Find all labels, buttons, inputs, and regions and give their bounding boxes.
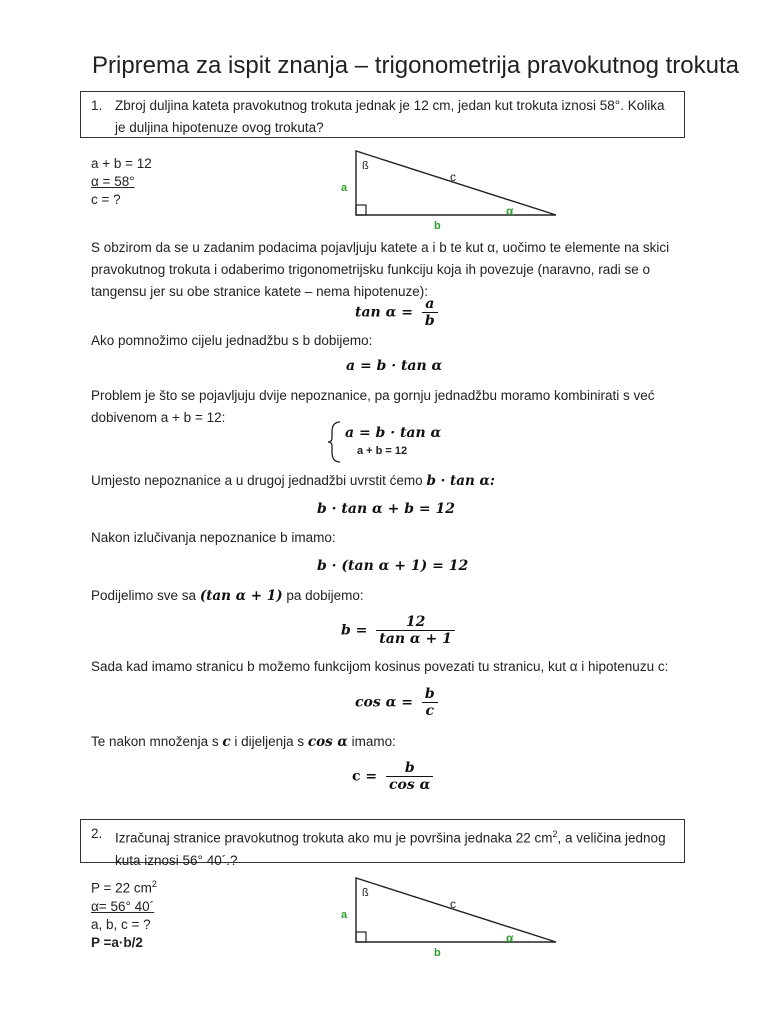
given-2 [91, 875, 157, 952]
given-1-angle: α = 58° [91, 174, 135, 189]
question-2-number: 2. [91, 826, 103, 841]
label-b: b [434, 947, 441, 959]
equation-c [352, 760, 433, 793]
fraction-denominator: b [422, 312, 438, 329]
given-2-formula: P =a·b/2 [91, 934, 143, 950]
equation-tan [355, 296, 438, 329]
label-c: c [450, 170, 456, 184]
triangle-shape [356, 151, 556, 215]
paragraph-4-math: b · tan α: [426, 473, 495, 489]
equation-c-lhs: c = [352, 768, 378, 785]
right-angle-mark [356, 205, 366, 215]
label-beta: ß [362, 887, 369, 899]
fraction-denominator: c [422, 702, 438, 719]
paragraph-6-text: Podijelimo sve sa [91, 588, 197, 603]
equation-b-lhs: b = [341, 622, 368, 639]
equation-tan-lhs: tan α = [355, 304, 413, 321]
page-title: Priprema za ispit znanja – trigonometrija pravokutnog trokuta [92, 52, 739, 79]
equation-factored: b · (tan α + 1) = 12 [317, 558, 469, 574]
given-1-unknown: c = ? [91, 192, 121, 207]
right-angle-mark [356, 932, 366, 942]
paragraph-6 [91, 585, 364, 607]
paragraph-6-math: (tan α + 1) [199, 588, 283, 604]
given-2-area [91, 875, 157, 898]
fraction-12-over-tan [376, 614, 455, 647]
equation-a: a = b · tan α [346, 358, 443, 374]
question-2-sup: 2 [552, 829, 558, 839]
label-c: c [450, 897, 456, 911]
question-2-text-a: Izračunaj stranice pravokutnog trokuta ako mu je površina jednaka 22 cm [115, 830, 553, 846]
paragraph-1: S obzirom da se u zadanim podacima pojavljuju katete a i b te kut α, uočimo te elemente na skici pravokutnog trokuta i odaberimo trigonometrijsku funkciju koja ih povezuje (naravno, radi se o tangensu jer su obe stranice katete – nema hipotenuze): [91, 240, 670, 299]
paragraph-8-a: Te nakon množenja s [91, 734, 219, 749]
fraction-denominator: tan α + 1 [376, 630, 455, 647]
paragraph-4-text: Umjesto nepoznanice a u drugoj jednadžbi uvrstit ćemo [91, 473, 423, 488]
triangle-diagram-2 [330, 872, 570, 962]
equation-substitution: b · tan α + b = 12 [317, 501, 456, 517]
paragraph-8-b: i dijeljenja s [234, 734, 305, 749]
paragraph-5: Nakon izlučivanja nepoznanice b imamo: [91, 530, 336, 545]
paragraph-4 [91, 470, 495, 492]
label-beta: ß [362, 160, 369, 172]
question-2-text-b: , a veličina jednog kuta iznosi 56° 40´.? [115, 830, 666, 868]
label-alpha: α [506, 204, 514, 218]
given-2-area-sup: 2 [151, 879, 157, 889]
label-a: a [341, 182, 348, 194]
equation-cos [355, 686, 438, 719]
paragraph-8-c: c [222, 734, 231, 750]
system-line-1: a = b · tan α [345, 425, 442, 441]
fraction-numerator: b [404, 760, 415, 776]
question-1-text: Zbroj duljina kateta pravokutnog trokuta jednak je 12 cm, jedan kut trokuta iznosi 58°. Kolika je duljina hipotenuze ovog trokuta? [115, 98, 665, 135]
fraction-numerator: b [424, 686, 435, 702]
given-2-area-text: P = 22 cm [91, 880, 152, 896]
equation-cos-lhs: cos α = [355, 694, 413, 711]
given-1-sum: a + b = 12 [91, 156, 152, 171]
paragraph-6-end: pa dobijemo: [286, 588, 364, 603]
paragraph-8-cos: cos α [307, 734, 348, 750]
paragraph-3: Problem je što se pojavljuju dvije nepoznanice, pa gornju jednadžbu moramo kombinirati s već dobivenom a + b = 12: [91, 388, 655, 425]
triangle-diagram-1 [330, 145, 570, 235]
equation-b [341, 614, 455, 647]
paragraph-2: Ako pomnožimo cijelu jednadžbu s b dobijemo: [91, 333, 373, 348]
fraction-numerator: a [425, 296, 435, 312]
paragraph-8-end: imamo: [351, 734, 396, 749]
question-1-number: 1. [91, 98, 103, 113]
fraction-b-over-c [422, 686, 438, 719]
given-1 [91, 155, 152, 209]
label-b: b [434, 220, 441, 232]
question-2-text [115, 823, 676, 872]
label-a: a [341, 909, 348, 921]
fraction-numerator: 12 [405, 614, 426, 630]
label-alpha: α [506, 931, 514, 945]
triangle-shape [356, 878, 556, 942]
system-line-2: a + b = 12 [357, 445, 408, 457]
fraction-a-over-b [422, 296, 438, 329]
fraction-denominator: cos α [386, 776, 433, 793]
question-2-box [80, 819, 685, 868]
question-1-box [80, 91, 685, 138]
system-brace [327, 420, 343, 464]
paragraph-8 [91, 731, 396, 753]
given-2-unknowns: a, b, c = ? [91, 916, 151, 932]
given-2-angle: α= 56° 40´ [91, 898, 155, 914]
paragraph-7: Sada kad imamo stranicu b možemo funkcijom kosinus povezati tu stranicu, kut α i hipotenuzu c: [91, 659, 669, 674]
fraction-b-over-cos [386, 760, 433, 793]
